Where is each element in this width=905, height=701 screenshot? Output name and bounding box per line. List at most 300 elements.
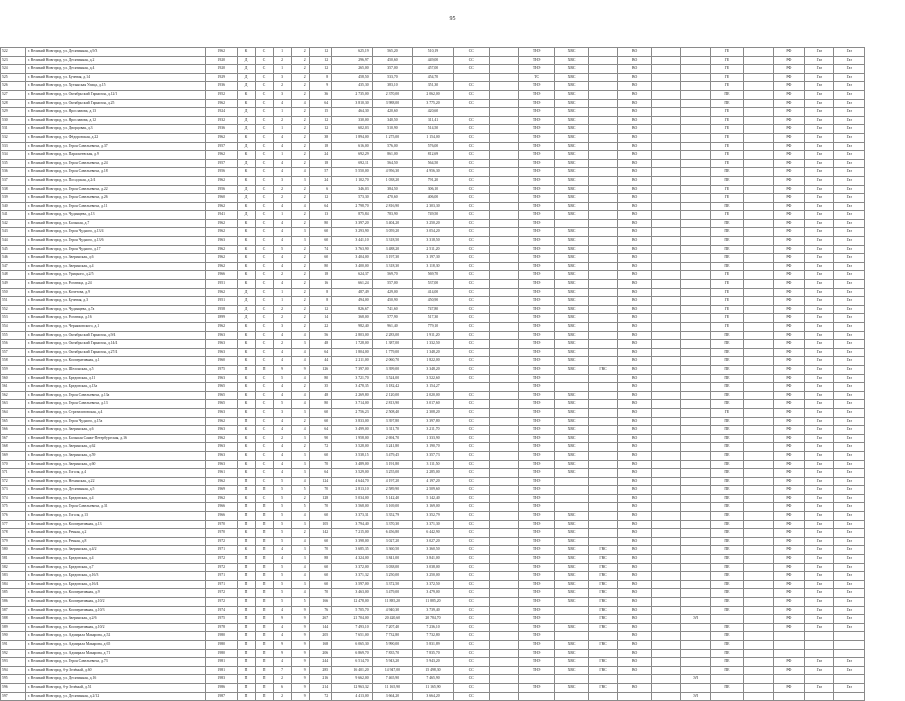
table-cell: 76 — [309, 606, 332, 615]
table-cell — [588, 512, 617, 521]
table-cell — [744, 494, 773, 503]
table-cell: ХВС — [555, 211, 589, 220]
table-cell: ВО — [618, 537, 652, 546]
table-cell: 597 — [1, 692, 26, 701]
table-cell: П — [237, 666, 255, 675]
table-cell: ПЕ — [710, 99, 744, 108]
table-cell — [805, 649, 834, 658]
table-cell: 4 — [291, 572, 309, 581]
table-cell — [489, 82, 518, 91]
table-cell: 5 142,40 — [372, 494, 413, 503]
table-cell: 2 803,00 — [332, 331, 373, 340]
table-cell: 594 — [1, 666, 26, 675]
table-cell: СС — [453, 48, 489, 57]
table-cell: ХВС — [555, 305, 589, 314]
table-cell: 3 597,00 — [332, 580, 373, 589]
table-cell — [588, 692, 617, 701]
table-cell: Газ — [805, 237, 834, 246]
table-cell: ПЕ — [710, 589, 744, 598]
table-cell: 5 — [273, 245, 291, 254]
table-cell: Газ — [834, 537, 865, 546]
table-cell — [489, 666, 518, 675]
table-cell: Газ — [805, 606, 834, 615]
table-cell: ВО — [618, 65, 652, 74]
table-cell: 2 020,00 — [413, 391, 454, 400]
table-cell — [651, 451, 680, 460]
table-cell: 1962 — [206, 477, 238, 486]
table-cell: 3 841,00 — [413, 555, 454, 564]
table-cell: РФ — [773, 168, 805, 177]
table-cell — [681, 443, 710, 452]
table-cell: ХВС — [555, 254, 589, 263]
table-cell — [588, 537, 617, 546]
table-cell: 3 191,80 — [372, 460, 413, 469]
table-cell — [588, 176, 617, 185]
table-cell: СС — [453, 142, 489, 151]
table-cell: 70 — [309, 486, 332, 495]
table-cell: ТНЭ — [519, 237, 555, 246]
table-cell: СС — [453, 426, 489, 435]
table-cell: Газ — [805, 494, 834, 503]
table-cell — [744, 477, 773, 486]
table-cell: К — [237, 469, 255, 478]
table-cell: 584 — [1, 580, 26, 589]
table-cell — [489, 408, 518, 417]
table-cell — [744, 56, 773, 65]
table-cell — [588, 348, 617, 357]
table-cell: П — [237, 606, 255, 615]
table-cell: ХВС — [555, 142, 589, 151]
table-cell: РФ — [773, 374, 805, 383]
table-row — [1, 598, 865, 607]
table-cell: г. Великий Новгород, ул. Героя Савельевича, д.37 — [25, 142, 205, 151]
table-cell: РФ — [773, 348, 805, 357]
table-cell: Газ — [805, 623, 834, 632]
table-cell — [681, 168, 710, 177]
table-cell: Газ — [805, 683, 834, 692]
table-row — [1, 426, 865, 435]
table-cell: г. Великий Новгород, ул. Героя Чудного, д.17 — [25, 245, 205, 254]
table-cell — [681, 555, 710, 564]
table-cell: ТНЭ — [519, 563, 555, 572]
table-cell: ХВС — [555, 451, 589, 460]
table-cell — [489, 348, 518, 357]
table-cell — [489, 477, 518, 486]
table-cell — [588, 323, 617, 332]
table-cell: 4 — [273, 632, 291, 641]
table-cell: П — [237, 563, 255, 572]
table-row — [1, 417, 865, 426]
table-cell: СС — [453, 90, 489, 99]
table-cell — [489, 658, 518, 667]
table-cell — [588, 503, 617, 512]
table-cell: 4 — [291, 202, 309, 211]
table-cell — [744, 340, 773, 349]
table-cell: ТНЭ — [519, 202, 555, 211]
table-cell: ТНЭ — [519, 426, 555, 435]
table-cell: 2 — [291, 288, 309, 297]
table-cell: 4 — [291, 348, 309, 357]
table-cell: 9 — [291, 623, 309, 632]
table-cell: 1972 — [206, 589, 238, 598]
table-cell: РФ — [773, 494, 805, 503]
table-cell — [744, 90, 773, 99]
table-cell: 2 — [291, 305, 309, 314]
table-cell: 624,37 — [332, 271, 373, 280]
table-cell: РФ — [773, 615, 805, 624]
table-cell — [744, 400, 773, 409]
table-cell: Газ — [805, 417, 834, 426]
table-cell: 5 990,00 — [372, 640, 413, 649]
table-cell: П — [255, 675, 273, 684]
table-cell: 1970 — [206, 520, 238, 529]
table-cell: г. Великий Новгород, ул. Гоголя, д.13 — [25, 512, 205, 521]
table-cell: ТНЭ — [519, 572, 555, 581]
table-cell: ТНЭ — [519, 297, 555, 306]
table-cell: Газ — [805, 357, 834, 366]
table-cell — [651, 151, 680, 160]
table-row — [1, 658, 865, 667]
table-cell: ГВС — [588, 563, 617, 572]
table-cell: Д — [237, 194, 255, 203]
table-cell: 3 721,70 — [332, 374, 373, 383]
table-cell — [744, 632, 773, 641]
table-cell: Газ — [805, 460, 834, 469]
table-cell — [744, 116, 773, 125]
table-cell — [744, 606, 773, 615]
table-cell: ПЕ — [710, 219, 744, 228]
table-row — [1, 280, 865, 289]
table-cell: ГЕ — [710, 323, 744, 332]
table-cell: ВО — [618, 211, 652, 220]
table-cell: ВО — [618, 469, 652, 478]
table-row — [1, 82, 865, 91]
table-cell: К — [237, 176, 255, 185]
table-cell: 1962 — [206, 262, 238, 271]
table-cell: П — [255, 512, 273, 521]
table-cell: 435,30 — [332, 82, 373, 91]
table-cell: 559 — [1, 365, 26, 374]
table-cell — [588, 383, 617, 392]
table-row — [1, 589, 865, 598]
table-cell: 540 — [1, 202, 26, 211]
table-cell: 1 — [273, 151, 291, 160]
table-cell: Газ — [805, 451, 834, 460]
table-cell — [681, 563, 710, 572]
table-cell: г. Великий Новгород, ул. Зверинская, д.59 — [25, 451, 205, 460]
table-cell: 534 — [1, 151, 26, 160]
table-cell: К — [237, 451, 255, 460]
table-cell: 60 — [309, 237, 332, 246]
table-cell — [588, 185, 617, 194]
table-cell: 3 038,00 — [372, 563, 413, 572]
table-cell: К — [237, 151, 255, 160]
table-cell: Газ — [805, 288, 834, 297]
table-cell: ТНЭ — [519, 159, 555, 168]
table-cell: П — [255, 649, 273, 658]
table-cell: 14 — [309, 314, 332, 323]
table-cell: ВО — [618, 434, 652, 443]
table-cell: г. Великий Новгород, ул. Бредовская, д.13а — [25, 383, 205, 392]
table-cell: 2 — [291, 254, 309, 263]
table-cell: СС — [453, 168, 489, 177]
table-cell: г. Великий Новгород, ул. Героя Савельевича, д.13 — [25, 400, 205, 409]
table-cell — [489, 323, 518, 332]
table-cell: К — [237, 443, 255, 452]
table-cell: Д — [237, 116, 255, 125]
table-cell — [588, 219, 617, 228]
table-cell — [744, 168, 773, 177]
table-cell: 3 154,27 — [413, 383, 454, 392]
table-cell: Газ — [805, 108, 834, 117]
table-cell: Д — [237, 65, 255, 74]
table-cell: ВО — [618, 365, 652, 374]
table-cell — [651, 494, 680, 503]
table-cell: 72 — [309, 692, 332, 701]
table-cell — [681, 297, 710, 306]
table-cell: г. Великий Новгород, б-р Зелёный, д.60 — [25, 666, 205, 675]
table-cell: 4 — [273, 348, 291, 357]
table-cell — [489, 623, 518, 632]
table-cell: ВО — [618, 580, 652, 589]
table-cell — [588, 56, 617, 65]
table-cell: РФ — [773, 598, 805, 607]
table-cell: 692,11 — [332, 159, 373, 168]
table-cell: 18 — [309, 159, 332, 168]
table-cell: 557,00 — [372, 280, 413, 289]
table-cell: 535 — [1, 159, 26, 168]
table-cell: 1962 — [206, 99, 238, 108]
table-cell — [489, 133, 518, 142]
table-cell: 3 371,30 — [413, 520, 454, 529]
table-cell — [555, 374, 589, 383]
table-cell: СС — [453, 434, 489, 443]
table-cell: ХВС — [555, 572, 589, 581]
table-cell: г. Великий Новгород, ул. Адмирала Макарова, д.52 — [25, 632, 205, 641]
table-cell: Газ — [805, 400, 834, 409]
table-cell — [681, 400, 710, 409]
table-cell — [489, 460, 518, 469]
table-cell — [681, 546, 710, 555]
table-cell: г. Великий Новгород, ул. Октябрьский Гарнизон, д.12/1 — [25, 90, 205, 99]
table-cell: ХВС — [555, 56, 589, 65]
table-cell: РФ — [773, 340, 805, 349]
table-cell: ТНЭ — [519, 451, 555, 460]
table-cell: ТНЭ — [519, 537, 555, 546]
table-cell: 14 947,00 — [372, 666, 413, 675]
table-cell: С — [255, 280, 273, 289]
table-cell: 124 — [309, 477, 332, 486]
table-cell — [453, 108, 489, 117]
table-cell: г. Великий Новгород, ул. Стратилатовская, д.4 — [25, 408, 205, 417]
table-row — [1, 606, 865, 615]
table-cell: 1962 — [206, 245, 238, 254]
table-cell: П — [237, 692, 255, 701]
table-cell — [651, 391, 680, 400]
table-cell: ПЕ — [710, 90, 744, 99]
table-cell: РФ — [773, 623, 805, 632]
table-cell: 1 154,00 — [413, 133, 454, 142]
table-cell: 449,00 — [413, 56, 454, 65]
table-cell: 60 — [309, 580, 332, 589]
table-cell — [834, 640, 865, 649]
table-cell — [651, 159, 680, 168]
table-cell: 1962 — [206, 48, 238, 57]
table-row — [1, 108, 865, 117]
table-cell: 3 059,20 — [372, 228, 413, 237]
table-cell: ГЕ — [710, 159, 744, 168]
table-cell: 368,00 — [332, 314, 373, 323]
table-cell — [588, 443, 617, 452]
table-cell: Газ — [805, 598, 834, 607]
table-cell: 569,70 — [413, 271, 454, 280]
table-cell — [651, 572, 680, 581]
table-cell: 4 — [273, 623, 291, 632]
table-cell — [681, 125, 710, 134]
table-cell: 44 — [309, 357, 332, 366]
table-cell: 3 538,15 — [332, 451, 373, 460]
table-cell: 9 — [273, 649, 291, 658]
table-cell: 567 — [1, 434, 26, 443]
table-cell — [744, 262, 773, 271]
table-cell: 1969 — [206, 486, 238, 495]
table-cell: 4 — [291, 537, 309, 546]
table-cell: ГЕ — [710, 297, 744, 306]
table-cell: 3 360,50 — [372, 546, 413, 555]
table-cell: Газ — [834, 297, 865, 306]
table-cell — [588, 262, 617, 271]
table-cell: РФ — [773, 151, 805, 160]
table-cell: ВО — [618, 314, 652, 323]
table-cell: ТНЭ — [519, 142, 555, 151]
table-row — [1, 228, 865, 237]
table-cell: РФ — [773, 228, 805, 237]
table-cell — [588, 520, 617, 529]
table-cell: ТНЭ — [519, 598, 555, 607]
table-cell — [744, 537, 773, 546]
table-cell: СС — [453, 65, 489, 74]
table-cell: РФ — [773, 159, 805, 168]
table-cell: ГЕ — [710, 48, 744, 57]
table-cell — [744, 331, 773, 340]
table-cell: ГЕ — [710, 65, 744, 74]
table-cell: 4 — [273, 546, 291, 555]
table-cell: г. Великий Новгород, ул. Ярославова, д.13 — [25, 108, 205, 117]
table-cell: 1980 — [206, 649, 238, 658]
table-cell: 1963 — [206, 340, 238, 349]
table-cell: 2 — [273, 340, 291, 349]
table-cell — [710, 692, 744, 701]
table-cell: 9 — [291, 675, 309, 684]
table-row — [1, 254, 865, 263]
table-cell — [651, 108, 680, 117]
table-cell: 661,24 — [332, 280, 373, 289]
table-cell: 4 413,00 — [332, 692, 373, 701]
table-cell: г. Великий Новгород, ул. Чудинцева, д.13 — [25, 211, 205, 220]
housing-register-table-wrap — [0, 47, 865, 701]
table-cell — [489, 503, 518, 512]
table-cell — [681, 219, 710, 228]
table-row — [1, 219, 865, 228]
table-cell — [651, 469, 680, 478]
table-cell: 4 — [291, 477, 309, 486]
table-cell: Газ — [805, 512, 834, 521]
table-cell: 596 — [1, 683, 26, 692]
table-cell: 570 — [1, 460, 26, 469]
table-cell: Газ — [805, 168, 834, 177]
table-cell — [588, 469, 617, 478]
table-cell: ТНЭ — [519, 108, 555, 117]
table-cell: Д — [237, 305, 255, 314]
table-cell: 527 — [1, 90, 26, 99]
table-cell: 1920 — [206, 56, 238, 65]
table-cell: 80 — [309, 219, 332, 228]
table-cell: 4 — [273, 460, 291, 469]
table-cell: ХВС — [555, 666, 589, 675]
table-cell: ТНЭ — [519, 176, 555, 185]
table-cell: 7 732,80 — [413, 632, 454, 641]
table-cell — [489, 48, 518, 57]
table-cell — [651, 48, 680, 57]
table-cell: ВО — [618, 632, 652, 641]
table-row — [1, 297, 865, 306]
table-cell: ПЕ — [710, 400, 744, 409]
table-cell: 16 401,20 — [332, 666, 373, 675]
table-cell: 48 — [309, 340, 332, 349]
table-cell: Газ — [834, 683, 865, 692]
table-cell: ХВС — [555, 280, 589, 289]
table-cell: 3 111,50 — [413, 460, 454, 469]
table-cell — [588, 408, 617, 417]
table-cell: РФ — [773, 314, 805, 323]
table-cell: К — [237, 340, 255, 349]
table-cell: 1 — [273, 288, 291, 297]
table-cell: ВО — [618, 451, 652, 460]
table-cell: 357,00 — [372, 65, 413, 74]
table-cell — [588, 202, 617, 211]
table-cell — [588, 297, 617, 306]
table-cell: СС — [453, 254, 489, 263]
table-cell: 450,90 — [413, 297, 454, 306]
table-cell: ВО — [618, 520, 652, 529]
table-cell: РФ — [773, 142, 805, 151]
table-cell: ТНЭ — [519, 658, 555, 667]
table-cell: 1962 — [206, 228, 238, 237]
table-cell: Газ — [834, 314, 865, 323]
table-cell — [681, 391, 710, 400]
table-cell: ХВС — [555, 537, 589, 546]
table-cell: г. Великий Новгород, ул. Хутынская Улица, д.15 — [25, 82, 205, 91]
table-cell: ПЕ — [710, 546, 744, 555]
table-cell — [651, 331, 680, 340]
table-cell — [651, 297, 680, 306]
table-cell: ХВС — [555, 443, 589, 452]
table-cell: К — [237, 168, 255, 177]
table-cell: ВО — [618, 159, 652, 168]
table-cell: РФ — [773, 357, 805, 366]
table-cell: П — [237, 486, 255, 495]
table-cell: 311,41 — [413, 116, 454, 125]
table-cell: 7 — [273, 666, 291, 675]
table-cell: С — [255, 254, 273, 263]
table-cell: г. Великий Новгород, ул. Октябрьский Гарнизон, д.9/4 — [25, 331, 205, 340]
table-cell: РФ — [773, 580, 805, 589]
table-cell — [773, 692, 805, 701]
table-cell: 565,20 — [372, 48, 413, 57]
table-cell: 562 — [1, 391, 26, 400]
table-cell: ТНЭ — [519, 211, 555, 220]
table-cell: 529 — [1, 108, 26, 117]
